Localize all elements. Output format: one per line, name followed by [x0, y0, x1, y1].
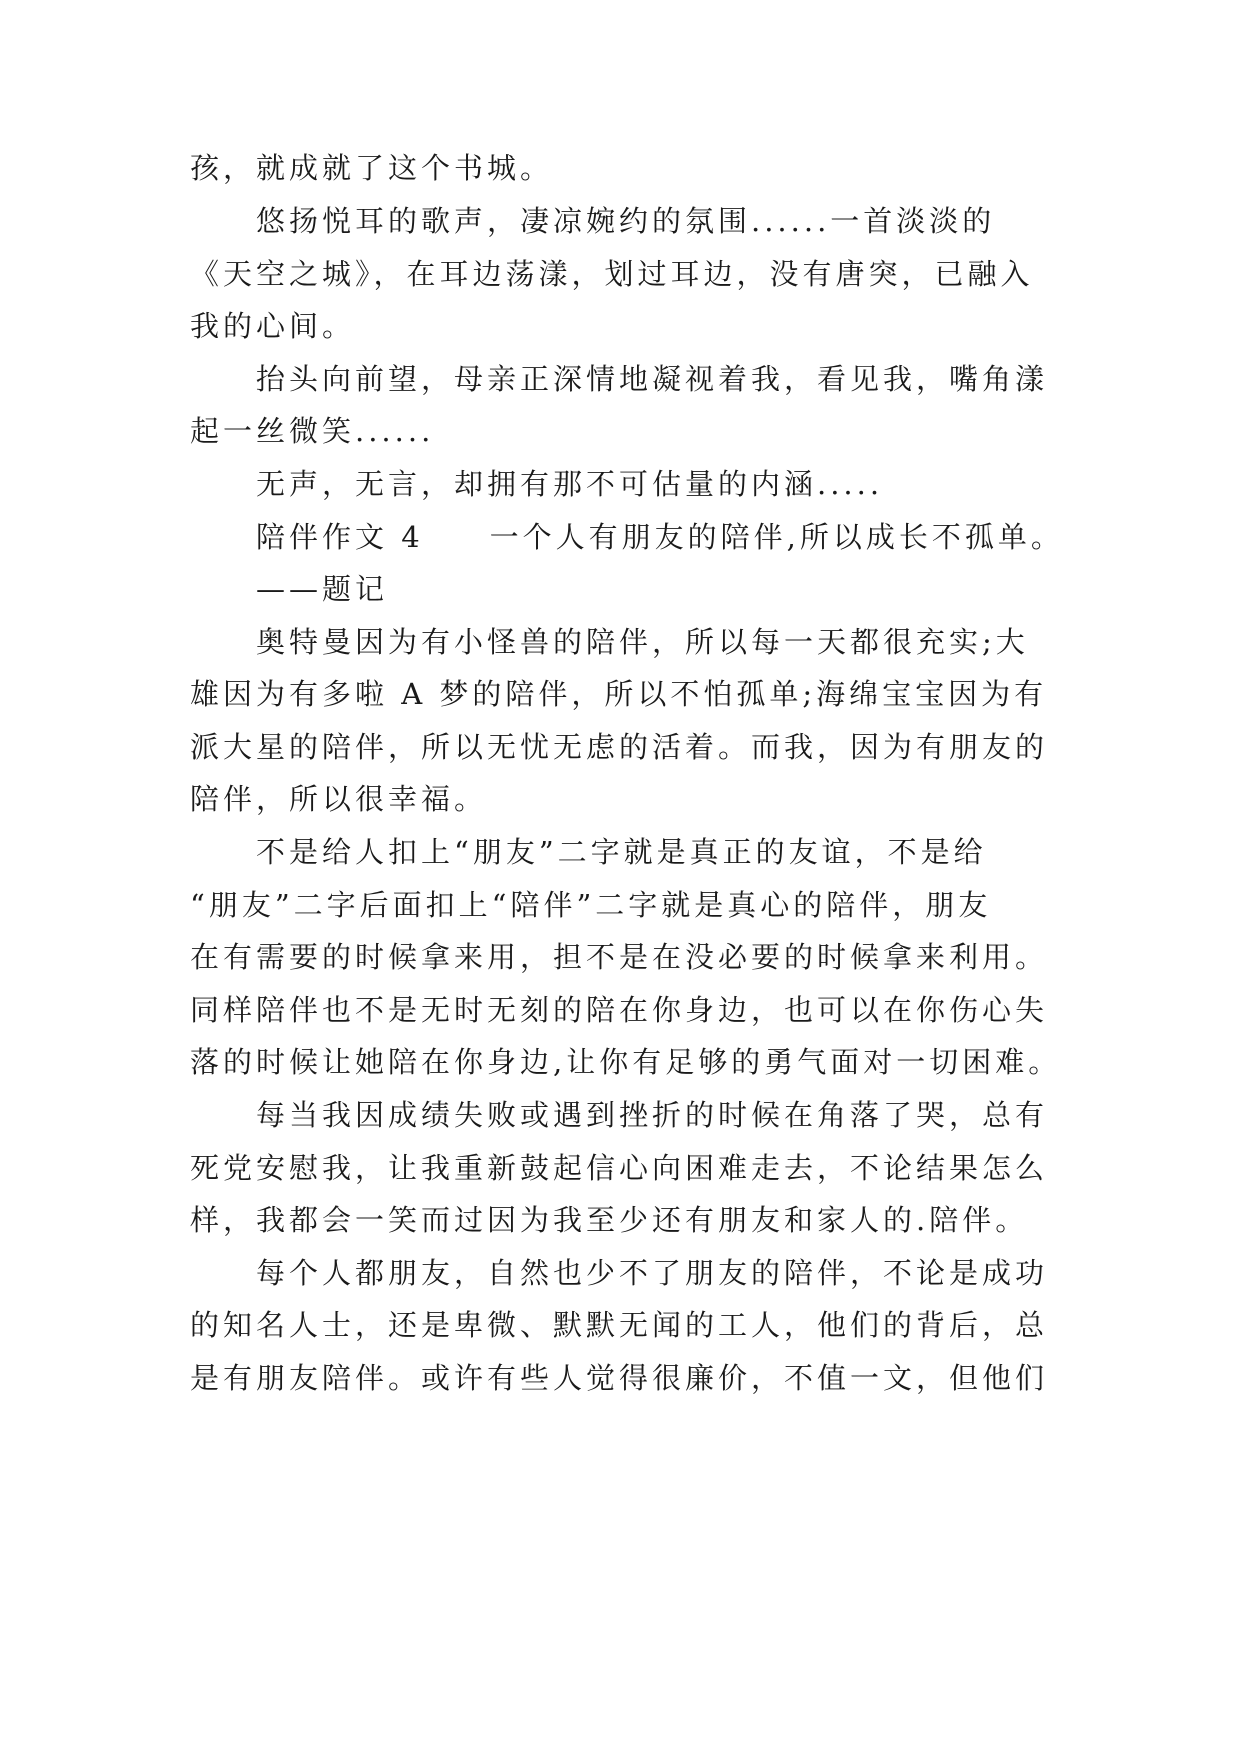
- text-line: 每个人都朋友，自然也少不了朋友的陪伴，不论是成功: [256, 1256, 1049, 1290]
- text-line: 在有需要的时候拿来用，担不是在没必要的时候拿来利用。: [190, 940, 1049, 974]
- text-line: 派大星的陪伴，所以无忧无虑的活着。而我，因为有朋友的: [190, 730, 1049, 764]
- text-line: 样，我都会一笑而过因为我至少还有朋友和家人的.陪伴。: [190, 1203, 1029, 1237]
- text-line: 的知名人士，还是卑微、默默无闻的工人，他们的背后，总: [190, 1308, 1049, 1342]
- text-line: 死党安慰我，让我重新鼓起信心向困难走去，不论结果怎么: [190, 1151, 1049, 1185]
- text-line: 无声，无言，却拥有那不可估量的内涵.....: [256, 467, 884, 501]
- text-line: 奥特曼因为有小怪兽的陪伴，所以每一天都很充实;大: [256, 625, 1029, 659]
- text-line: 抬头向前望，母亲正深情地凝视着我，看见我，嘴角漾: [256, 362, 1049, 396]
- text-line: 陪伴，所以很幸福。: [190, 782, 488, 816]
- epigraph-note: ——题记: [256, 572, 389, 606]
- section-heading: 陪伴作文 4 一个人有朋友的陪伴,所以成长不孤单。: [256, 520, 1064, 554]
- text-line: 不是给人扣上“朋友”二字就是真正的友谊，不是给: [256, 835, 987, 869]
- text-line: 起一丝微笑......: [190, 414, 435, 448]
- text-line: 我的心间。: [190, 309, 356, 343]
- text-line: 《天空之城》，在耳边荡漾，划过耳边，没有唐突，已融入: [190, 257, 1034, 291]
- text-line: 是有朋友陪伴。或许有些人觉得很廉价，不值一文，但他们: [190, 1361, 1049, 1395]
- text-line: 悠扬悦耳的歌声，凄凉婉约的氛围......一首淡淡的: [256, 204, 996, 238]
- text-line: “朋友”二字后面扣上“陪伴”二字就是真心的陪伴，朋友: [190, 888, 992, 922]
- text-line: 每当我因成绩失败或遇到挫折的时候在角落了哭，总有: [256, 1098, 1049, 1132]
- text-line: 同样陪伴也不是无时无刻的陪在你身边，也可以在你伤心失: [190, 993, 1049, 1027]
- text-line: 落的时候让她陪在你身边,让你有足够的勇气面对一切困难。: [190, 1045, 1062, 1079]
- text-line: 雄因为有多啦 A 梦的陪伴，所以不怕孤单;海绵宝宝因为有: [190, 677, 1048, 711]
- text-line: 孩，就成就了这个书城。: [190, 151, 554, 185]
